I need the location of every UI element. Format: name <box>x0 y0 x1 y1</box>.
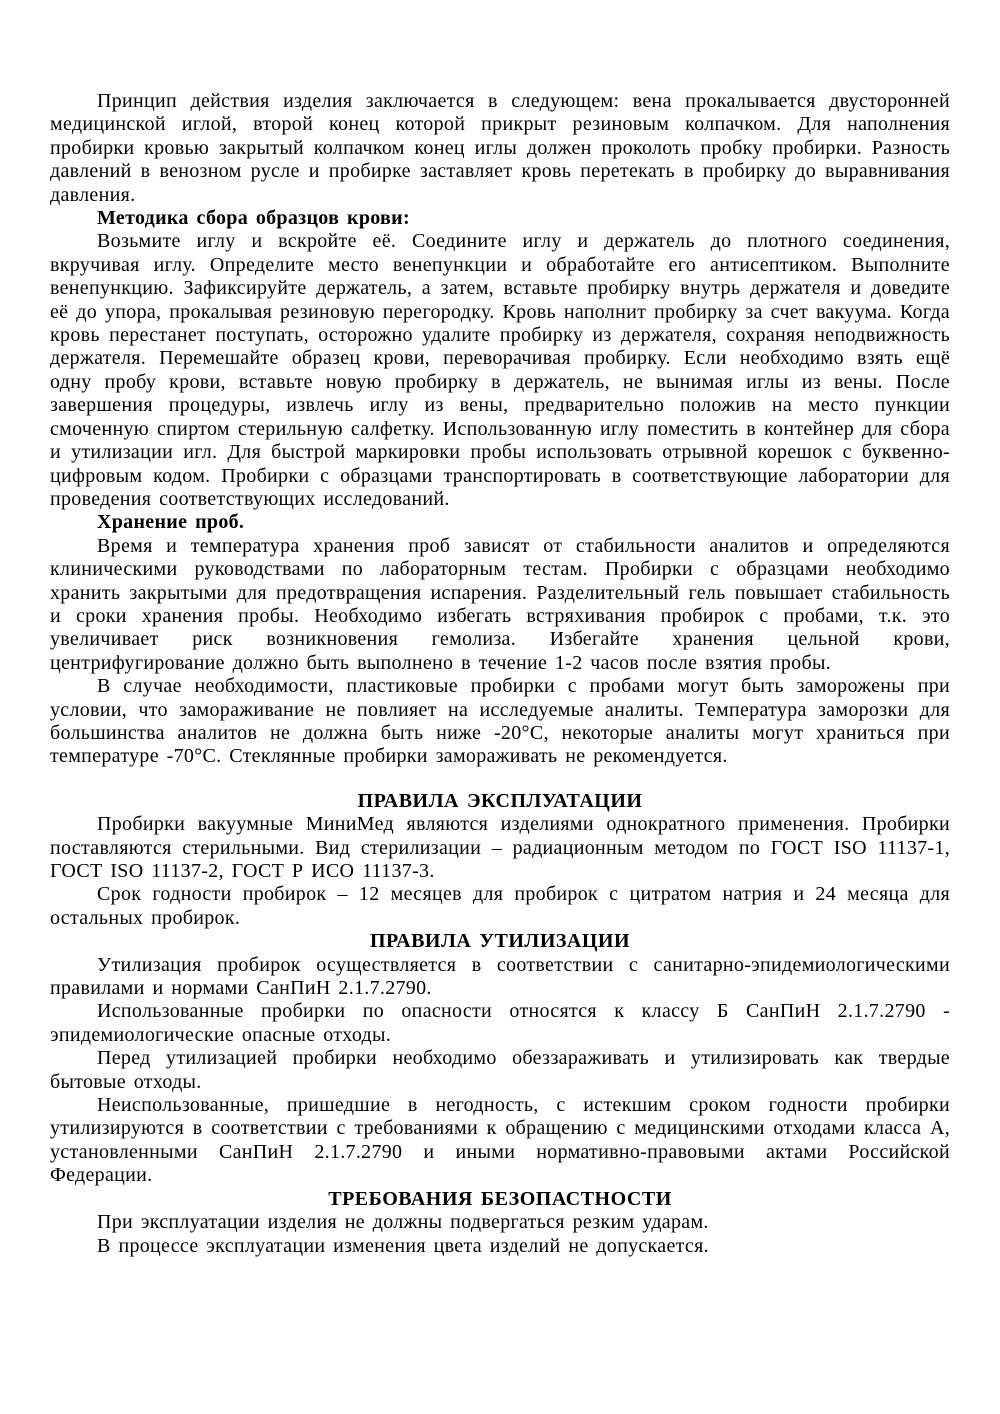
paragraph: Принцип действия изделия заключается в следующем: вена прокалывается двусторонней медицинской иглой, второй конец которой прикрыт резиновым колпачком. Для наполнения пробирки кровью закрытый колпачком конец иглы должен проколоть пробку пробирки. Разность давлений в венозном русле и пробирке заставляет кровь перетекать в пробирку до выравнивания давления. <box>50 90 950 206</box>
paragraph: Перед утилизацией пробирки необходимо обеззараживать и утилизировать как твердые бытовые отходы. <box>50 1047 950 1093</box>
document-content <box>50 90 950 1258</box>
paragraph: В случае необходимости, пластиковые пробирки с пробами могут быть заморожены при условии, что замораживание не повлияет на исследуемые аналиты. Температура заморозки для большинства аналитов не должна быть ниже -20°С, некоторые аналиты могут храниться при температуре -70°С. Стеклянные пробирки замораживать не рекомендуется. <box>50 675 950 768</box>
paragraph: В процессе эксплуатации изменения цвета изделий не допускается. <box>97 1234 709 1257</box>
paragraph: Возьмите иглу и вскройте её. Соедините иглу и держатель до плотного соединения, вкручивая иглу. Определите место венепункции и обработайте его антисептиком. Выполните венепункцию. Зафиксируйте держатель, а затем, вставьте пробирку внутрь держателя и доведите её до упора, прокалывая резиновую перегородку. Кровь наполнит пробирку за счет вакуума. Когда кровь перестанет поступать, осторожно удалите пробирку из держателя, сохраняя неподвижность держателя. Перемешайте образец крови, переворачивая пробирку. Если необходимо взять ещё одну пробу крови, вставьте новую пробирку в держатель, не вынимая иглы из вены. После завершения процедуры, извлечь иглу из вены, предварительно положив на место пункции смоченную спиртом стерильную салфетку. Использованную иглу поместить в контейнер для сбора и утилизации игл. Для быстрой маркировки пробы использовать отрывной корешок с буквенно-цифровым кодом. Пробирки с образцами транспортировать в соответствующие лаборатории для проведения соответствующих исследований. <box>50 230 950 510</box>
paragraph: Пробирки вакуумные МиниМед являются изделиями однократного применения. Пробирки поставляются стерильными. Вид стерилизации – радиационным методом по ГОСТ ISO 11137-1, ГОСТ ISO 11137-2, ГОСТ Р ИСО 11137-3. <box>50 813 950 882</box>
paragraph: Использованные пробирки по опасности относятся к классу Б СанПиН 2.1.7.2790 - эпидемиологические опасные отходы. <box>50 1000 950 1046</box>
section-heading: ТРЕБОВАНИЯ БЕЗОПАСТНОСТИ <box>328 1187 672 1210</box>
paragraph: Время и температура хранения проб зависят от стабильности аналитов и определяются клиническими руководствами по лабораторным тестам. Пробирки с образцами необходимо хранить закрытыми для предотвращения испарения. Разделительный гель повышает стабильность и сроки хранения пробы. Необходимо избегать встряхивания пробирок с пробами, т.к. это увеличивает риск возникновения гемолиза. Избегайте хранения цельной крови, центрифугирование должно быть выполнено в течение 1-2 часов после взятия пробы. <box>50 534 950 674</box>
section-heading: ПРАВИЛА ЭКСПЛУАТАЦИИ <box>357 789 643 812</box>
paragraph: Неиспользованные, пришедшие в негодность, с истекшим сроком годности пробирки утилизируются в соответствии с требованиями к обращению с медицинскими отходами класса А, установленными СанПиН 2.1.7.2790 и иными нормативно-правовыми актами Российской Федерации. <box>50 1094 950 1187</box>
paragraph: При эксплуатации изделия не должны подвергаться резким ударам. <box>97 1211 709 1234</box>
section-heading: ПРАВИЛА УТИЛИЗАЦИИ <box>369 930 631 953</box>
sub-heading: Методика сбора образцов крови: <box>97 207 410 230</box>
sub-heading: Хранение проб. <box>97 511 245 534</box>
paragraph: Утилизация пробирок осуществляется в соответствии с санитарно-эпидемиологическими правилами и нормами СанПиН 2.1.7.2790. <box>50 953 950 1000</box>
paragraph: Срок годности пробирок – 12 месяцев для пробирок с цитратом натрия и 24 месяца для остальных пробирок. <box>50 883 950 929</box>
